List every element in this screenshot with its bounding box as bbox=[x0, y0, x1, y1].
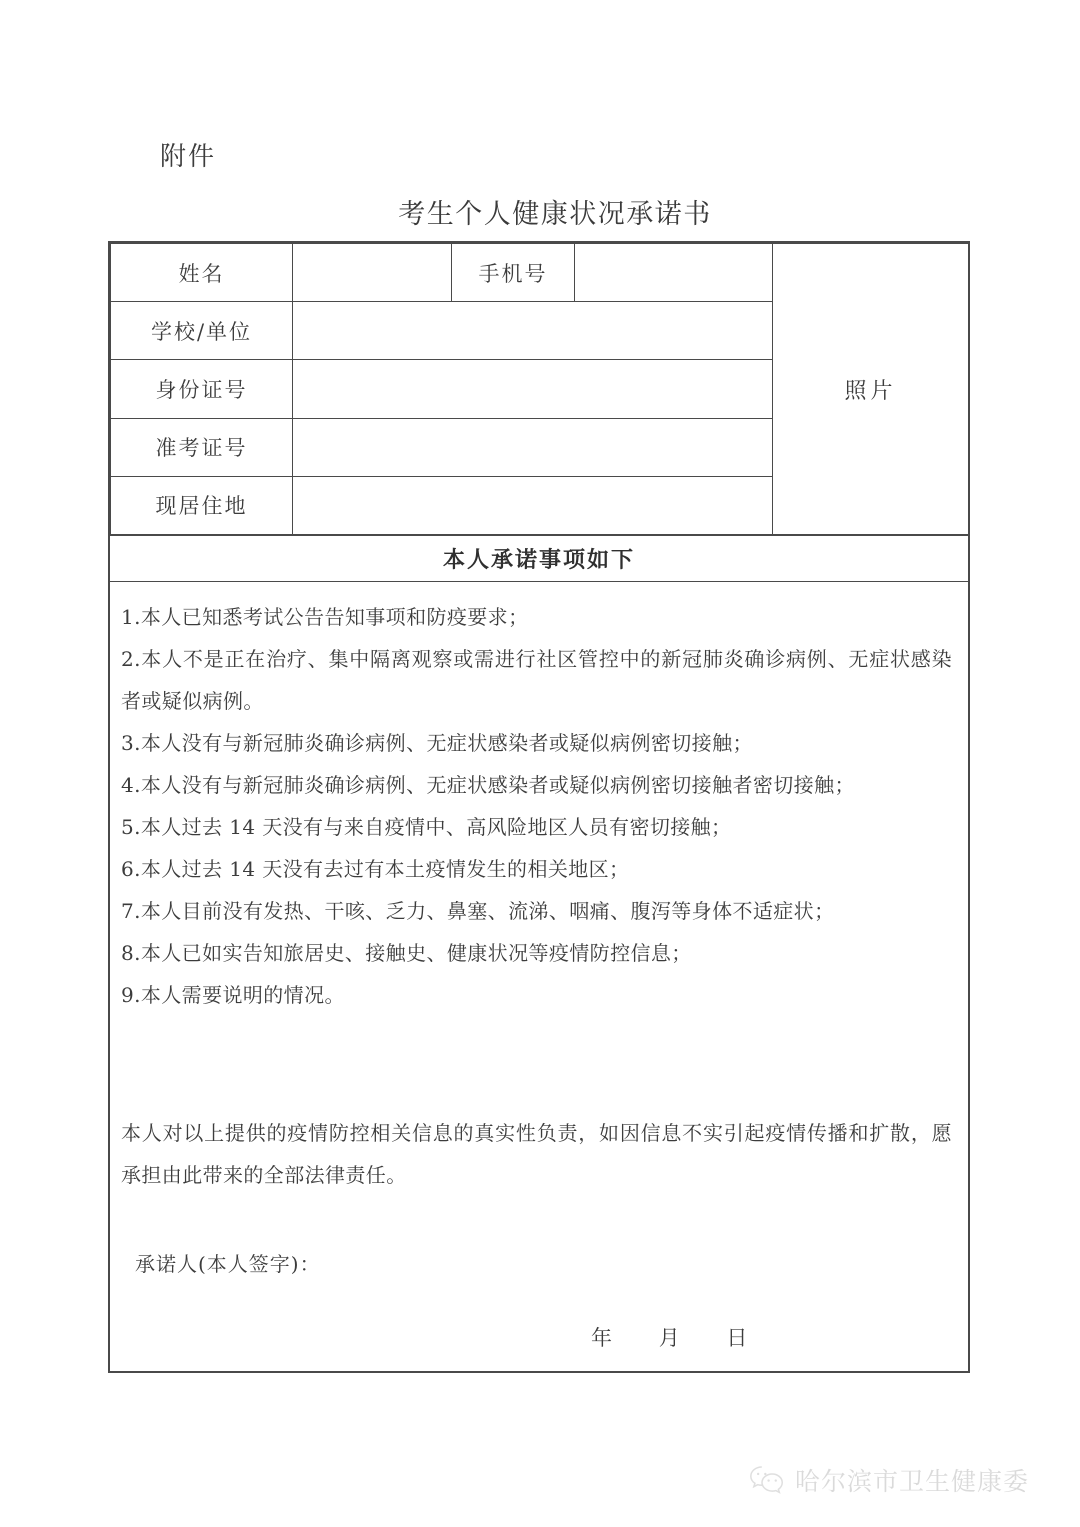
table-row bbox=[111, 244, 969, 302]
photo-placeholder[interactable]: 照片 bbox=[773, 244, 969, 535]
date-field[interactable] bbox=[121, 1322, 952, 1352]
field-input-school[interactable] bbox=[293, 302, 773, 360]
field-input-phone[interactable] bbox=[575, 244, 773, 302]
field-label-school: 学校/单位 bbox=[111, 302, 293, 360]
field-label-current-address: 现居住地 bbox=[111, 476, 293, 534]
list-item: 5.本人过去 14 天没有与来自疫情中、高风险地区人员有密切接触； bbox=[121, 815, 732, 839]
list-item: 1.本人已知悉考试公告告知事项和防疫要求； bbox=[121, 605, 529, 629]
field-input-name[interactable] bbox=[293, 244, 452, 302]
attachment-label: 附件 bbox=[160, 142, 217, 172]
list-item: 8.本人已如实告知旅居史、接触史、健康状况等疫情防控信息； bbox=[121, 941, 692, 965]
field-label-id-number: 身份证号 bbox=[111, 360, 293, 418]
list-item: 3.本人没有与新冠肺炎确诊病例、无症状感染者或疑似病例密切接触； bbox=[121, 731, 753, 755]
list-item: 7.本人目前没有发热、干咳、乏力、鼻塞、流涕、咽痛、腹泻等身体不适症状； bbox=[121, 899, 835, 923]
field-label-name: 姓名 bbox=[111, 244, 293, 302]
field-label-exam-number: 准考证号 bbox=[111, 418, 293, 476]
list-item: 9.本人需要说明的情况。 bbox=[121, 983, 345, 1007]
signature-field[interactable]: 承诺人(本人签字)： bbox=[135, 1252, 321, 1276]
list-item: 4.本人没有与新冠肺炎确诊病例、无症状感染者或疑似病例密切接触者密切接触； bbox=[121, 773, 855, 797]
page-title: 考生个人健康状况承诺书 bbox=[398, 199, 712, 230]
declaration-paragraph: 本人对以上提供的疫情防控相关信息的真实性负责，如因信息不实引起疫情传播和扩散，愿承担由此带来的全部法律责任。 bbox=[121, 1121, 952, 1187]
list-item: 2.本人不是正在治疗、集中隔离观察或需进行社区管控中的新冠肺炎确诊病例、无症状感染者或疑似病例。 bbox=[121, 647, 952, 713]
commitments-section-header: 本人承诺事项如下 bbox=[110, 535, 968, 582]
field-input-current-address[interactable] bbox=[293, 476, 773, 534]
wechat-icon bbox=[748, 1464, 786, 1496]
footer-brand-name: 哈尔滨市卫生健康委 bbox=[795, 1467, 1030, 1496]
footer-branding bbox=[748, 1462, 1029, 1498]
field-input-exam-number[interactable] bbox=[293, 418, 773, 476]
date-month-label: 月 bbox=[658, 1326, 681, 1350]
list-item: 6.本人过去 14 天没有去过有本土疫情发生的相关地区； bbox=[121, 857, 630, 881]
date-year-label: 年 bbox=[591, 1326, 613, 1350]
field-label-phone: 手机号 bbox=[452, 244, 575, 302]
commitments-list bbox=[121, 596, 952, 1016]
personal-info-table bbox=[110, 243, 968, 535]
date-day-label: 日 bbox=[726, 1326, 749, 1350]
commitments-body bbox=[110, 582, 968, 1371]
field-input-id-number[interactable] bbox=[293, 360, 773, 418]
form-frame bbox=[108, 241, 970, 1373]
